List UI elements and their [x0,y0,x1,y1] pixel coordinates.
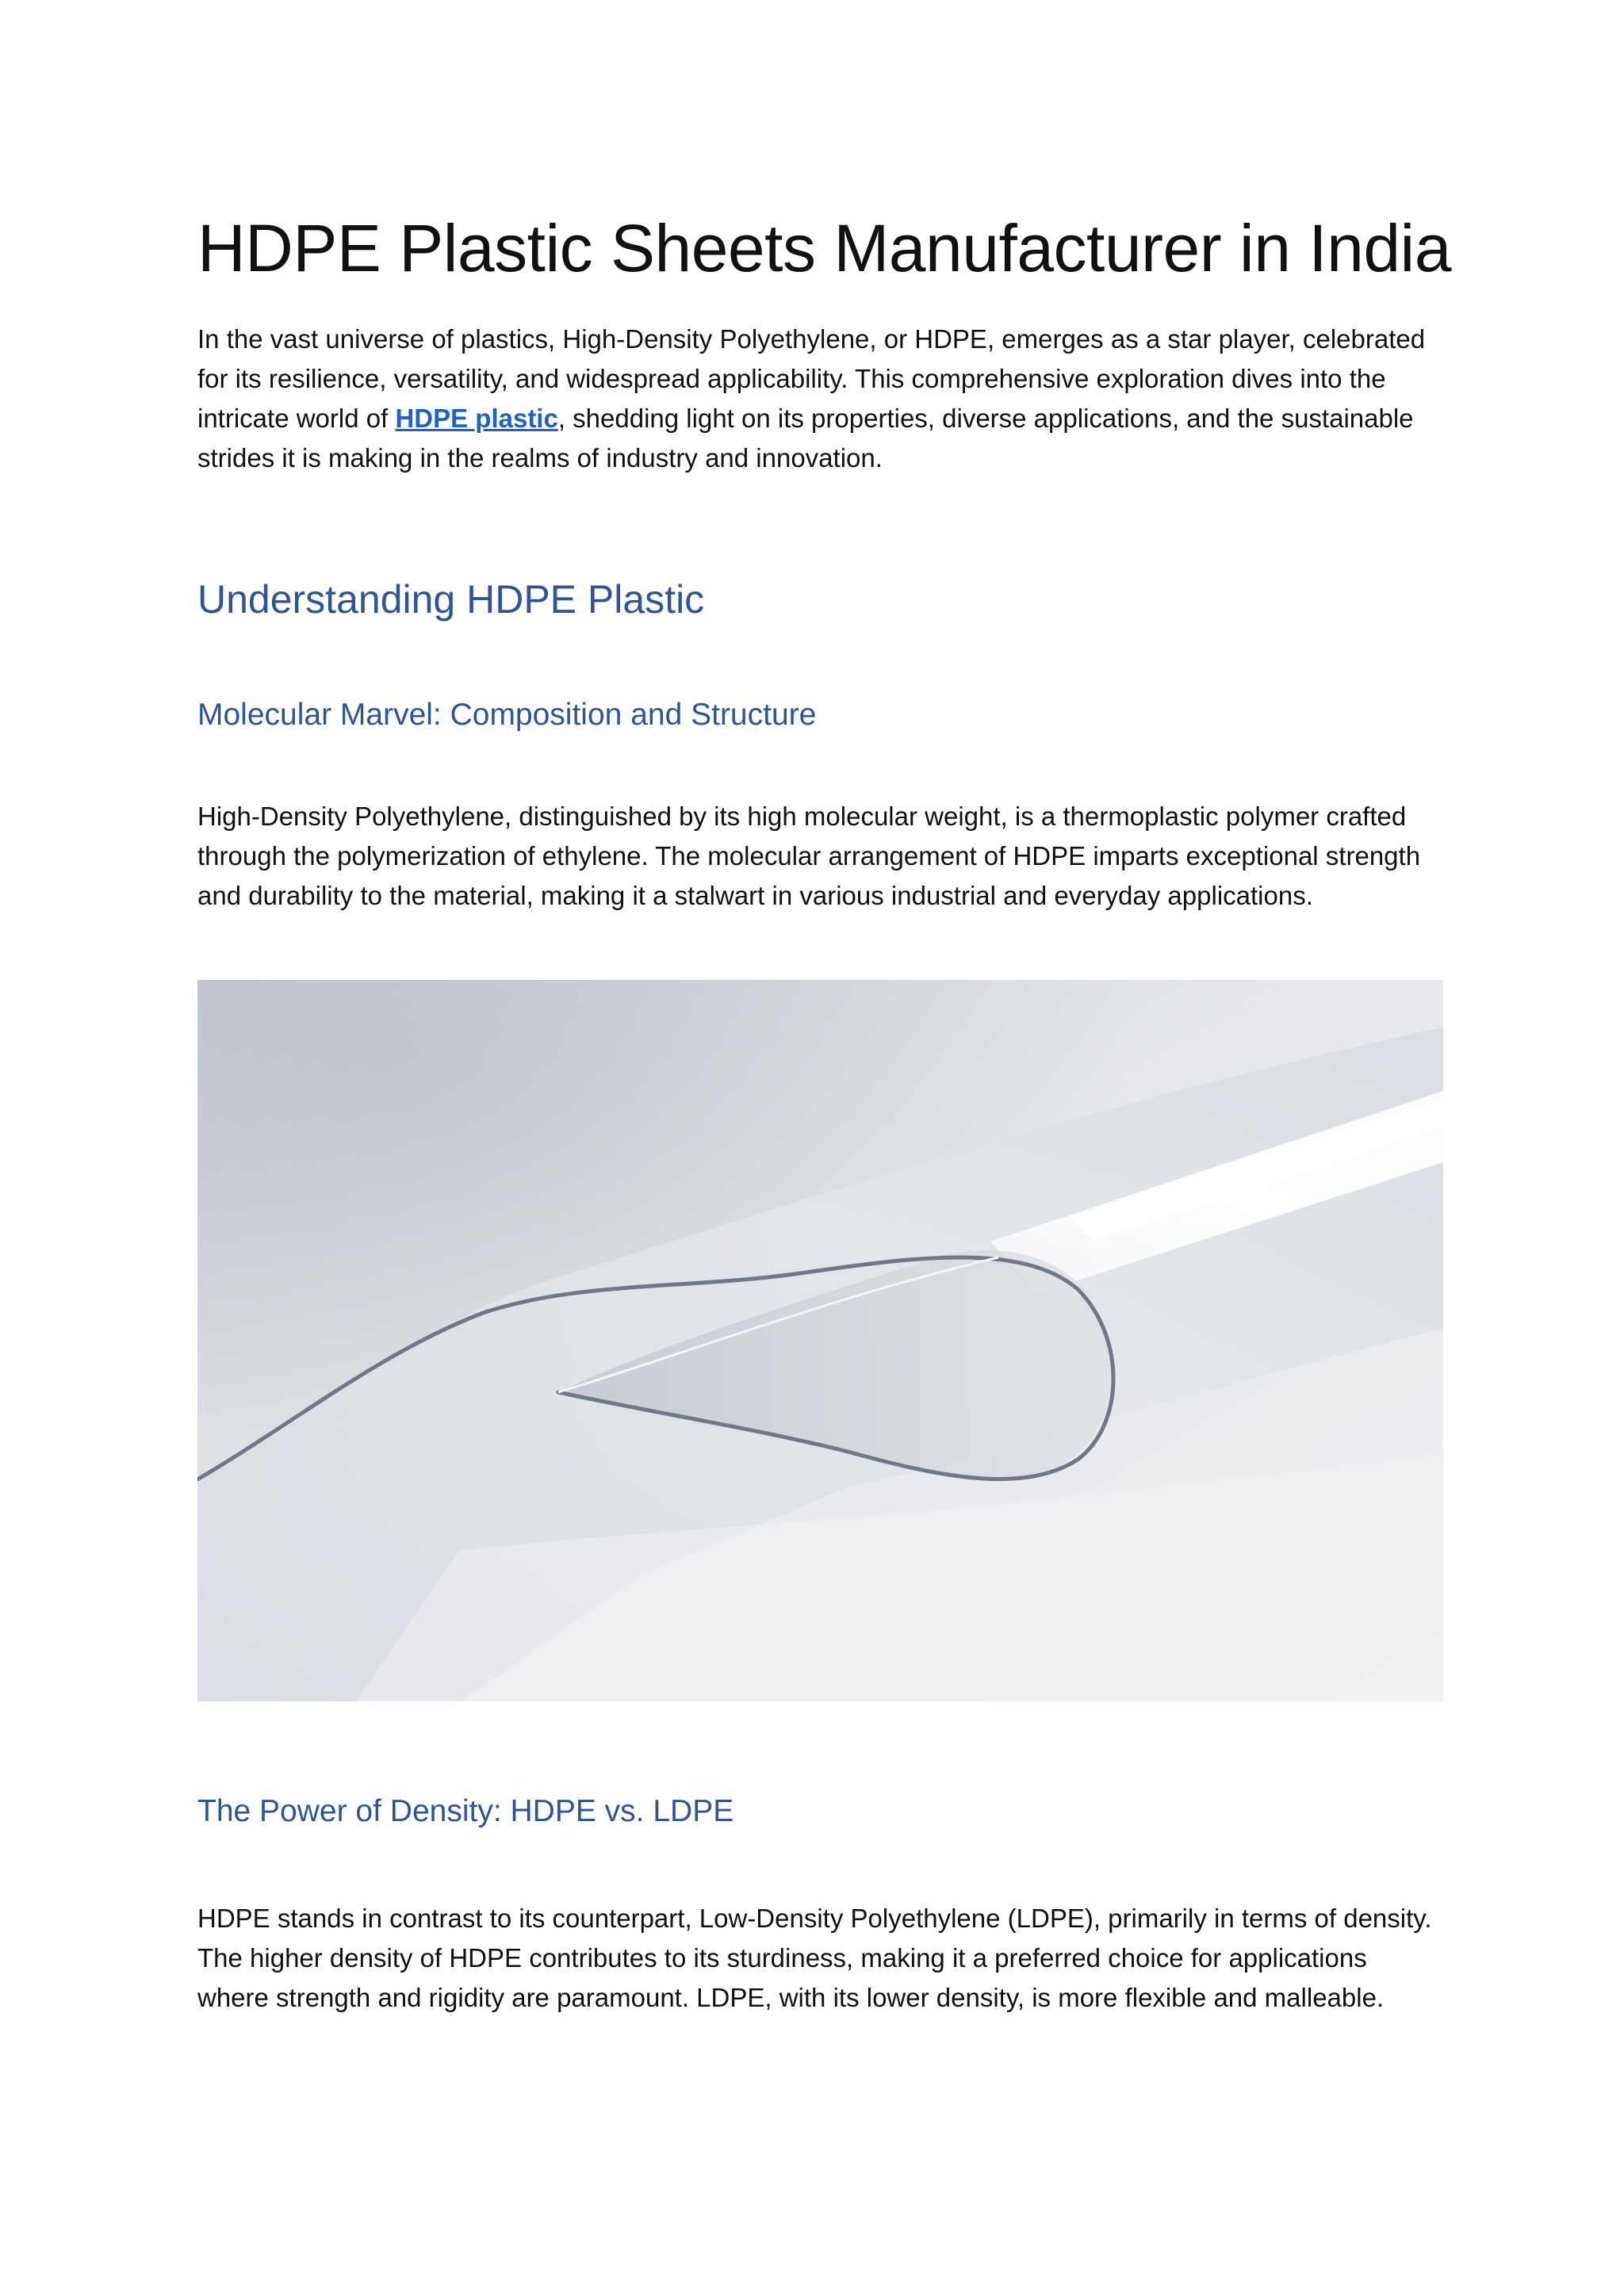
hdpe-plastic-link[interactable]: HDPE plastic [395,404,558,433]
subsection-heading-density: The Power of Density: HDPE vs. LDPE [197,1794,734,1828]
plastic-sheet-photo [197,980,1443,1701]
section-heading-understanding: Understanding HDPE Plastic [197,577,705,622]
subsection-heading-molecular: Molecular Marvel: Composition and Structure [197,698,817,732]
density-paragraph: HDPE stands in contrast to its counterpart, Low-Density Polyethylene (LDPE), primarily in terms of density. The higher density of HDPE contributes to its sturdiness, making it a preferred choice for applications where strength and rigidity are paramount. LDPE, with its lower density, is more flexible and malleable. [197,1904,1432,2012]
intro-text-before-link: In the vast universe of plastics, High-Density Polyethylene, or HDPE, emerges as a star player, celebrated for its resilience, versatility, and widespread applicability. This comprehensive exploration dives into the intricate world of [197,324,1426,433]
intro-text-after-link: , shedding light on its properties, diverse applications, and the sustainable strides it is making in the realms of industry and innovation. [197,404,1414,473]
intro-paragraph [197,320,1442,478]
page-title: HDPE Plastic Sheets Manufacturer in India [197,211,1451,285]
molecular-paragraph: High-Density Polyethylene, distinguished by its high molecular weight, is a thermoplastic polymer crafted through the polymerization of ethylene. The molecular arrangement of HDPE imparts exceptional strength and durability to the material, making it a stalwart in various industrial and everyday applications. [197,802,1421,910]
curled-plastic-sheet-icon [197,980,1443,1701]
